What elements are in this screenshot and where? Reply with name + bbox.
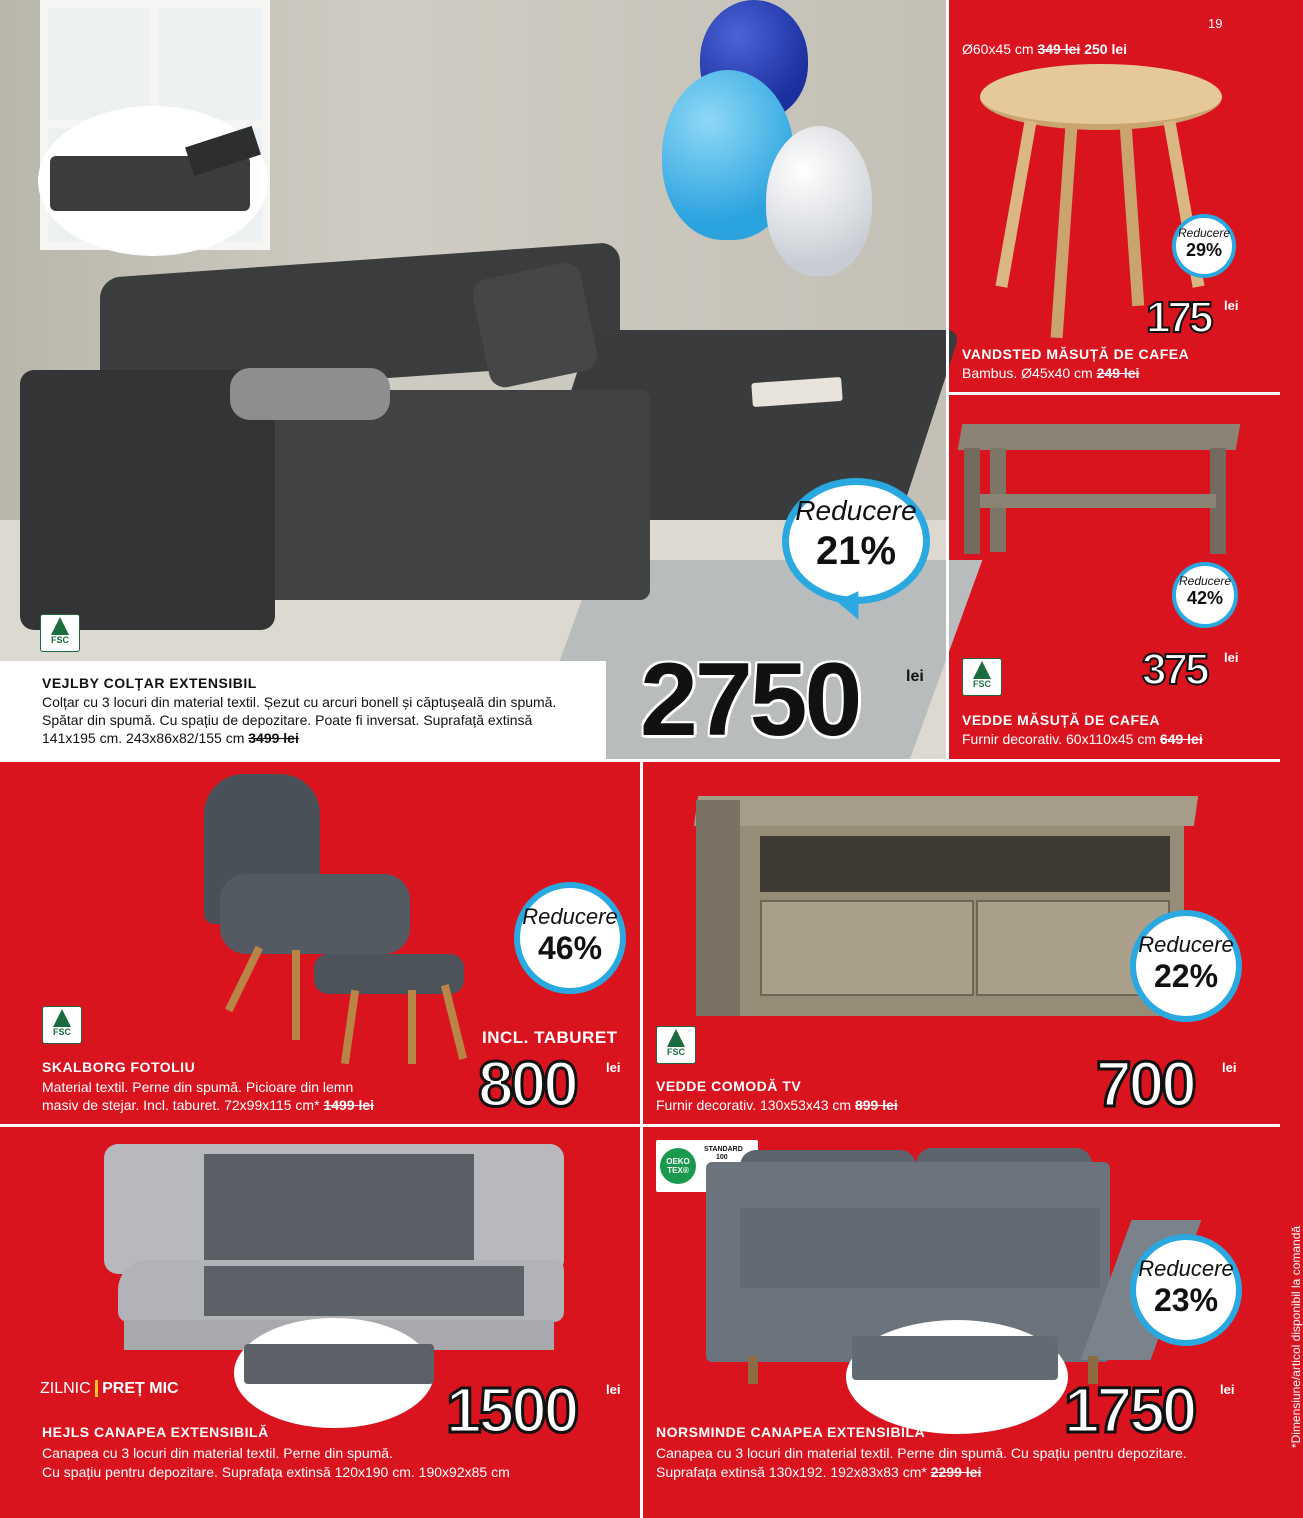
divider [946, 0, 949, 760]
vandsted-title: VANDSTED MĂSUȚĂ DE CAFEA [962, 346, 1190, 362]
vedde-tv-price: 700 [1096, 1048, 1194, 1120]
norsminde-price: 1750 [1064, 1374, 1195, 1446]
vedde-tv-title: VEDDE COMODĂ TV [656, 1078, 802, 1094]
vandsted-price: 175 [1146, 293, 1211, 342]
badge-label: Reducere [1138, 932, 1234, 957]
vedde-tv-desc-line [656, 1096, 898, 1114]
vandsted-size-old: 349 lei [1037, 41, 1081, 57]
badge-label: Reducere [795, 495, 917, 526]
badge-pct: 23% [1153, 1282, 1219, 1318]
hero-desc-2: Spătar din spumă. Cu spațiu de depozitare. Poate fi inversat. Suprafață extinsă [42, 712, 533, 728]
hero-price-currency: lei [906, 668, 924, 685]
discount-badge-vedde-tv [1130, 910, 1242, 1022]
badge-label: Reducere [1177, 226, 1231, 240]
rect-coffee-table [960, 424, 1240, 556]
hero-desc-3-wrap [42, 729, 299, 747]
vandsted-desc-line [962, 364, 1139, 382]
vedde-table-currency: lei [1224, 650, 1239, 665]
divider [0, 1124, 1280, 1127]
skalborg-currency: lei [606, 1060, 621, 1075]
oeko-tex-logo: OEKO TEX® [660, 1148, 696, 1184]
badge-pct: 29% [1185, 240, 1223, 260]
vedde-tv-old-price: 899 lei [854, 1097, 898, 1113]
discount-badge-vedde-table [1172, 562, 1238, 628]
badge-pct: 22% [1153, 958, 1219, 994]
badge-label: Reducere [1138, 1256, 1234, 1281]
tree-icon [51, 617, 69, 635]
oeko-number: 100 [716, 1154, 728, 1161]
badge-pct: 42% [1186, 588, 1224, 608]
tv-unit [696, 796, 1196, 1018]
divider [640, 760, 643, 1518]
throw-blanket [230, 368, 390, 420]
hero-description-box [0, 661, 606, 760]
brand-pret-mic: PREȚ MIC [95, 1380, 178, 1397]
vandsted-old-price: 249 lei [1096, 365, 1140, 381]
side-note: *Dimensiune/articol disponibil la comandă [1289, 1225, 1303, 1449]
tree-icon [973, 661, 991, 679]
vandsted-size-prefix: Ø60x45 cm [962, 41, 1034, 57]
hejls-price: 1500 [446, 1374, 577, 1446]
skalborg-incl: INCL. TABURET [482, 1028, 618, 1047]
vandsted-desc: Bambus. Ø45x40 cm [962, 365, 1093, 381]
vedde-table-desc: Furnir decorativ. 60x110x45 cm [962, 731, 1157, 747]
hejls-bed-inset [234, 1318, 434, 1428]
page-number: 19 [1208, 16, 1223, 31]
brand-zilnic: ZILNIC [40, 1380, 91, 1397]
hejls-title: HEJLS CANAPEA EXTENSIBILĂ [42, 1424, 269, 1440]
cushion [470, 260, 600, 390]
skalborg-desc-2-line [42, 1096, 374, 1114]
skalborg-price: 800 [478, 1048, 576, 1120]
vandsted-size-line [962, 40, 1127, 58]
sofa-seat [230, 390, 650, 600]
badge-label: Reducere [1178, 574, 1232, 588]
discount-badge-skalborg [514, 882, 626, 994]
vedde-tv-currency: lei [1222, 1060, 1237, 1075]
vedde-tv-desc: Furnir decorativ. 130x53x43 cm [656, 1097, 852, 1113]
vedde-table-price: 375 [1142, 645, 1207, 694]
hero-desc-3: 141x195 cm. 243x86x82/155 cm [42, 730, 245, 746]
tree-icon [53, 1009, 71, 1027]
badge-pct: 21% [815, 529, 897, 573]
hero-title: VEJLBY COLȚAR EXTENSIBIL [42, 675, 257, 691]
badge-pct: 46% [537, 930, 603, 966]
vedde-table-desc-line [962, 730, 1203, 748]
fsc-logo-skalborg: FSC [42, 1006, 82, 1044]
skalborg-desc-2: masiv de stejar. Incl. taburet. 72x99x115 cm* [42, 1097, 320, 1113]
norsminde-currency: lei [1220, 1382, 1235, 1397]
vandsted-currency: lei [1224, 298, 1239, 313]
norsminde-bed-inset [846, 1320, 1068, 1434]
fsc-logo-hero: FSC [40, 614, 80, 652]
discount-badge-norsminde [1130, 1234, 1242, 1346]
zilnic-pret-mic-logo [40, 1380, 179, 1398]
divider [946, 392, 1280, 395]
norsminde-desc-1: Canapea cu 3 locuri din material textil. Perne din spumă. Cu spațiu pentru depozitare. [656, 1445, 1187, 1461]
norsminde-desc-2: Suprafața extinsă 130x192. 192x83x83 cm* [656, 1464, 927, 1480]
skalborg-desc-1: Material textil. Perne din spumă. Picioare din lemn [42, 1079, 354, 1095]
fsc-logo-vedde-table: FSC [962, 658, 1002, 696]
skalborg-title: SKALBORG FOTOLIU [42, 1059, 196, 1075]
hero-price: 2750 [640, 642, 860, 758]
badge-label: Reducere [522, 904, 618, 929]
discount-badge-hero [782, 478, 930, 604]
hero-desc-1: Colțar cu 3 locuri din material textil. Șezut cu arcuri bonell și căptușeală din spumă. [42, 694, 557, 710]
sofa-bed-inset [38, 106, 268, 256]
hejls-currency: lei [606, 1382, 621, 1397]
norsminde-old-price: 2299 lei [930, 1464, 982, 1480]
hejls-desc-1: Canapea cu 3 locuri din material textil. Perne din spumă. [42, 1445, 393, 1461]
norsminde-desc-2-line [656, 1463, 981, 1481]
vedde-table-old-price: 649 lei [1159, 731, 1203, 747]
discount-badge-vandsted [1172, 214, 1236, 278]
hero-old-price: 3499 lei [248, 730, 299, 746]
skalborg-old-price: 1499 lei [323, 1097, 375, 1113]
hejls-desc-2: Cu spațiu pentru depozitare. Suprafața extinsă 120x190 cm. 190x92x85 cm [42, 1464, 510, 1480]
tree-icon [667, 1029, 685, 1047]
armchair [196, 774, 476, 1070]
vedde-table-title: VEDDE MĂSUȚĂ DE CAFEA [962, 712, 1160, 728]
balloon-white [766, 126, 872, 276]
hero-section [0, 0, 946, 760]
oeko-standard: STANDARD [704, 1146, 743, 1153]
fsc-logo-vedde-tv: FSC [656, 1026, 696, 1064]
norsminde-title: NORSMINDE CANAPEA EXTENSIBILĂ [656, 1424, 926, 1440]
vandsted-size-new: 250 lei [1084, 41, 1128, 57]
